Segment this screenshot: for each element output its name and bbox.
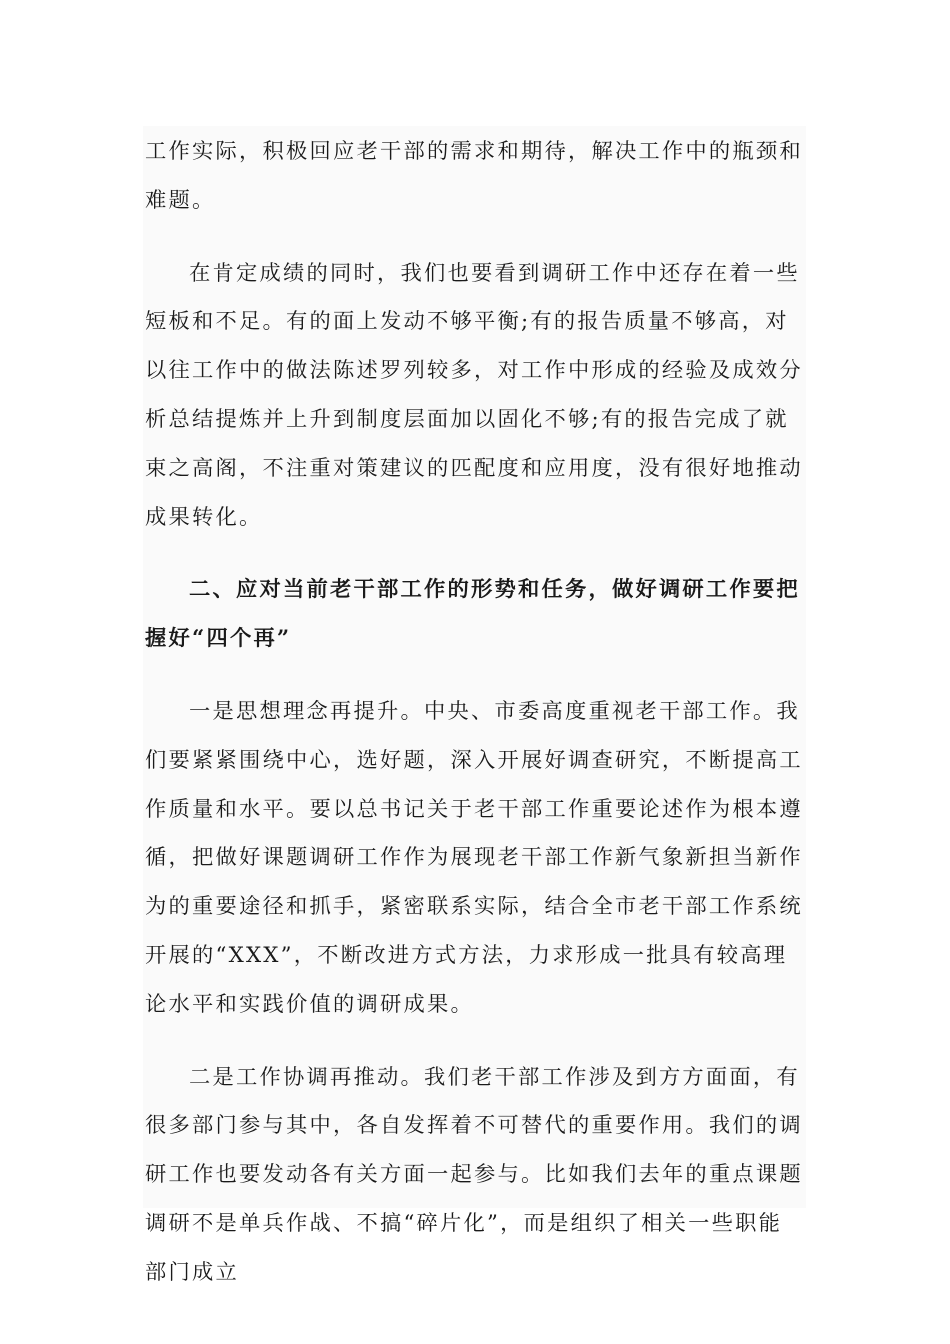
paragraph-coordination: 二是工作协调再推动。我们老干部工作涉及到方方面面，有很多部门参与其中，各自发挥着不可替代的重要作用。我们的调研工作也要发动各有关方面一起参与。比如我们去年的重点课题调研不是单兵作战、不搞“碎片化”，而是组织了相关一些职能部门成立 <box>145 1064 803 1285</box>
paragraph-continuation: 工作实际，积极回应老干部的需求和期待，解决工作中的瓶颈和难题。 <box>145 139 803 213</box>
paragraph-gap <box>145 542 805 566</box>
paragraph-shortcomings: 在肯定成绩的同时，我们也要看到调研工作中还存在着一些短板和不足。有的面上发动不够平衡;有的报告质量不够高，对以往工作中的做法陈述罗列较多，对工作中形成的经验及成效分析总结提炼并上升到制度层面加以固化不够;有的报告完成了就束之高阁，不注重对策建议的匹配度和应用度，没有很好地推动成果转化。 <box>145 260 803 530</box>
paragraph-gap <box>145 1030 805 1054</box>
section-heading: 二、应对当前老干部工作的形势和任务，做好调研工作要把握好“四个再” <box>145 577 800 652</box>
paragraph-gap <box>145 664 805 688</box>
paragraph-thinking: 一是思想理念再提升。中央、市委高度重视老干部工作。我们要紧紧围绕中心，选好题，深入开展好调查研究，不断提高工作质量和水平。要以总书记关于老干部工作重要论述作为根本遵循，把做好课题调研工作作为展现老干部工作新气象新担当新作为的重要途径和抓手，紧密联系实际，结合全市老干部工作系统开展的“XXX”，不断改进方式方法，力求形成一批具有较高理论水平和实践价值的调研成果。 <box>145 698 803 1017</box>
paragraph-gap <box>145 226 805 250</box>
document-body <box>145 128 805 1298</box>
